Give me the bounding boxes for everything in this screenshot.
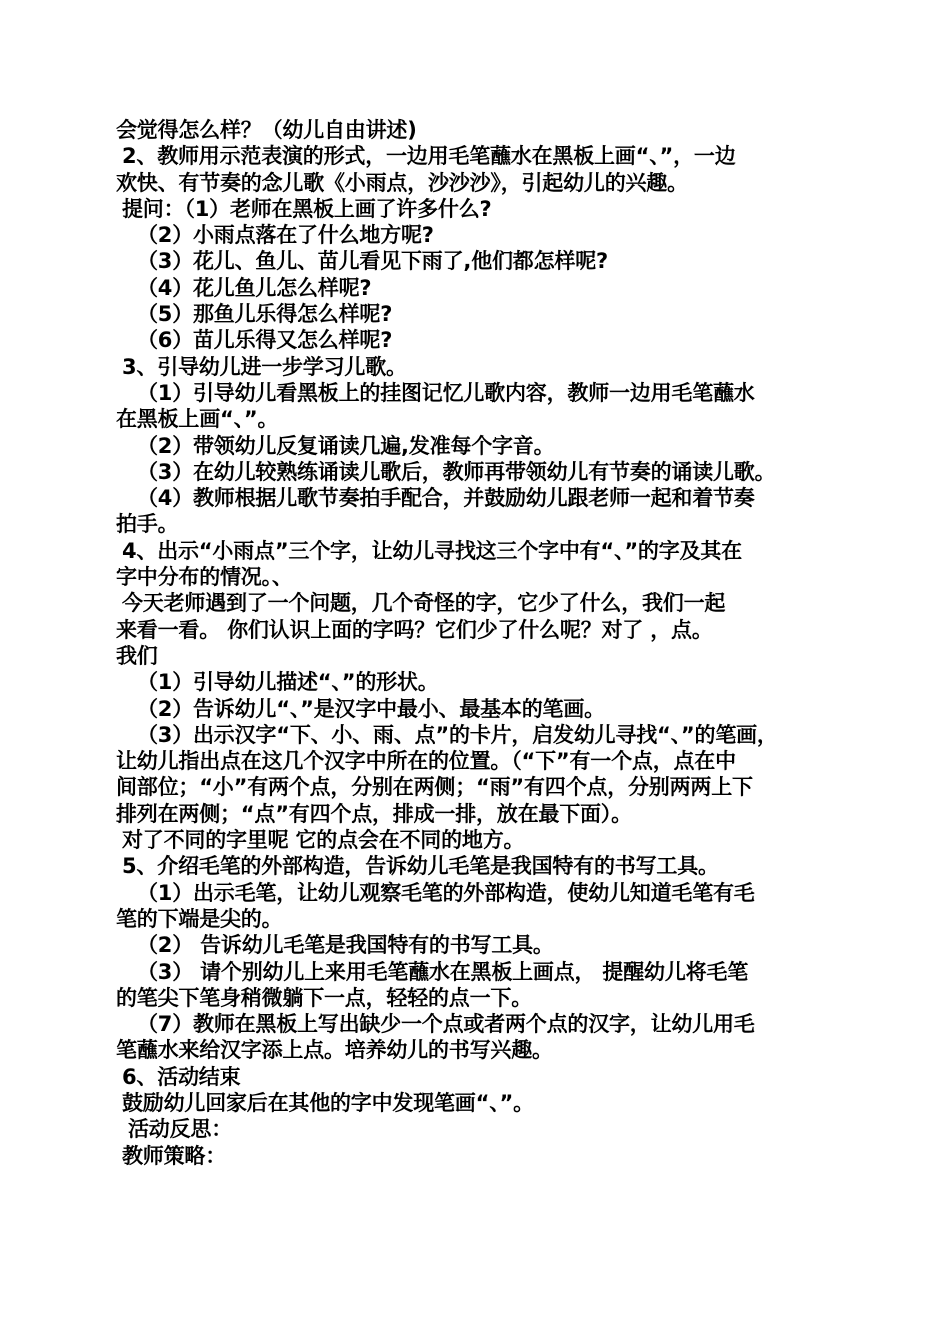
text-line: 4、出示“小雨点”三个字，让幼儿寻找这三个字中有“、”的字及其在 (122, 538, 742, 563)
text-line: 鼓励幼儿回家后在其他的字中发现笔画“、”。 (122, 1090, 534, 1115)
text-line: 活动反思： (128, 1117, 232, 1142)
text-line: 2、教师用示范表演的形式，一边用毛笔蘸水在黑板上画“、”，一边 (122, 144, 736, 169)
text-line: （2） 告诉幼儿毛笔是我国特有的书写工具。 (137, 933, 554, 958)
text-line: 对了不同的字里呢 它的点会在不同的地方。 (122, 828, 525, 853)
text-line: （4）花儿鱼儿怎么样呢? (137, 275, 372, 300)
text-line: 6、活动结束 (122, 1064, 241, 1089)
text-line: （3） 请个别幼儿上来用毛笔蘸水在黑板上画点， 提醒幼儿将毛笔 (137, 959, 749, 984)
text-line: （3）在幼儿较熟练诵读儿歌后，教师再带领幼儿有节奏的诵读儿歌。 (137, 459, 776, 484)
text-line: 3、引导幼儿进一步学习儿歌。 (122, 354, 407, 379)
text-line: （2）带领幼儿反复诵读几遍,发准每个字音。 (137, 433, 555, 458)
text-line: 间部位；“小”有两个点，分别在两侧；“雨”有四个点，分别两两上下 (116, 775, 753, 800)
text-line: 笔蘸水来给汉字添上点。培养幼儿的书写兴趣。 (116, 1038, 553, 1063)
text-line: （2）小雨点落在了什么地方呢? (137, 223, 434, 248)
text-line: （6）苗儿乐得又怎么样呢? (137, 328, 393, 353)
text-line: （1）引导幼儿描述“、”的形状。 (137, 670, 439, 695)
text-line: 提问：（1）老师在黑板上画了许多什么? (122, 196, 492, 221)
text-line: 的笔尖下笔身稍微躺下一点，轻轻的点一下。 (116, 985, 532, 1010)
text-line: （1）引导幼儿看黑板上的挂图记忆儿歌内容，教师一边用毛笔蘸水 (137, 380, 755, 405)
text-line: 5、介绍毛笔的外部构造，告诉幼儿毛笔是我国特有的书写工具。 (122, 854, 719, 879)
text-line: 排列在两侧；“点”有四个点，排成一排，放在最下面）。 (116, 801, 632, 826)
text-line: 我们 (116, 643, 158, 668)
text-line: （3）花儿、鱼儿、苗儿看见下雨了,他们都怎样呢? (137, 249, 608, 274)
text-line: （3）出示汉字“下、小、雨、点”的卡片，启发幼儿寻找“、”的笔画， (137, 722, 778, 747)
document-body (116, 117, 840, 1169)
text-line: 拍手。 (116, 512, 179, 537)
text-line: （4）教师根据儿歌节奏拍手配合，并鼓励幼儿跟老师一起和着节奏 (137, 486, 755, 511)
text-line: （5）那鱼儿乐得怎么样呢? (137, 302, 393, 327)
text-line: 字中分布的情况。、 (116, 565, 293, 590)
text-line: 来看一看。 你们认识上面的字吗？它们少了什么呢？对了 ，点。 (116, 617, 713, 642)
text-line: 今天老师遇到了一个问题，几个奇怪的字，它少了什么，我们一起 (122, 591, 726, 616)
text-line: （2）告诉幼儿“、”是汉字中最小、最基本的笔画。 (137, 696, 605, 721)
text-line: 让幼儿指出点在这几个汉字中所在的位置。（“下”有一个点，点在中 (116, 749, 736, 774)
text-line: （1）出示毛笔，让幼儿观察毛笔的外部构造，使幼儿知道毛笔有毛 (137, 880, 755, 905)
text-line: 笔的下端是尖的。 (116, 906, 283, 931)
text-line: 欢快、有节奏的念儿歌《小雨点，沙沙沙》，引起幼儿的兴趣。 (116, 170, 688, 195)
text-line: （7）教师在黑板上写出缺少一个点或者两个点的汉字，让幼儿用毛 (137, 1012, 755, 1037)
text-line: 会觉得怎么样？（幼儿自由讲述) (116, 118, 417, 142)
text-line: 教师策略： (122, 1143, 226, 1168)
text-line: 在黑板上画“、”。 (116, 407, 279, 432)
